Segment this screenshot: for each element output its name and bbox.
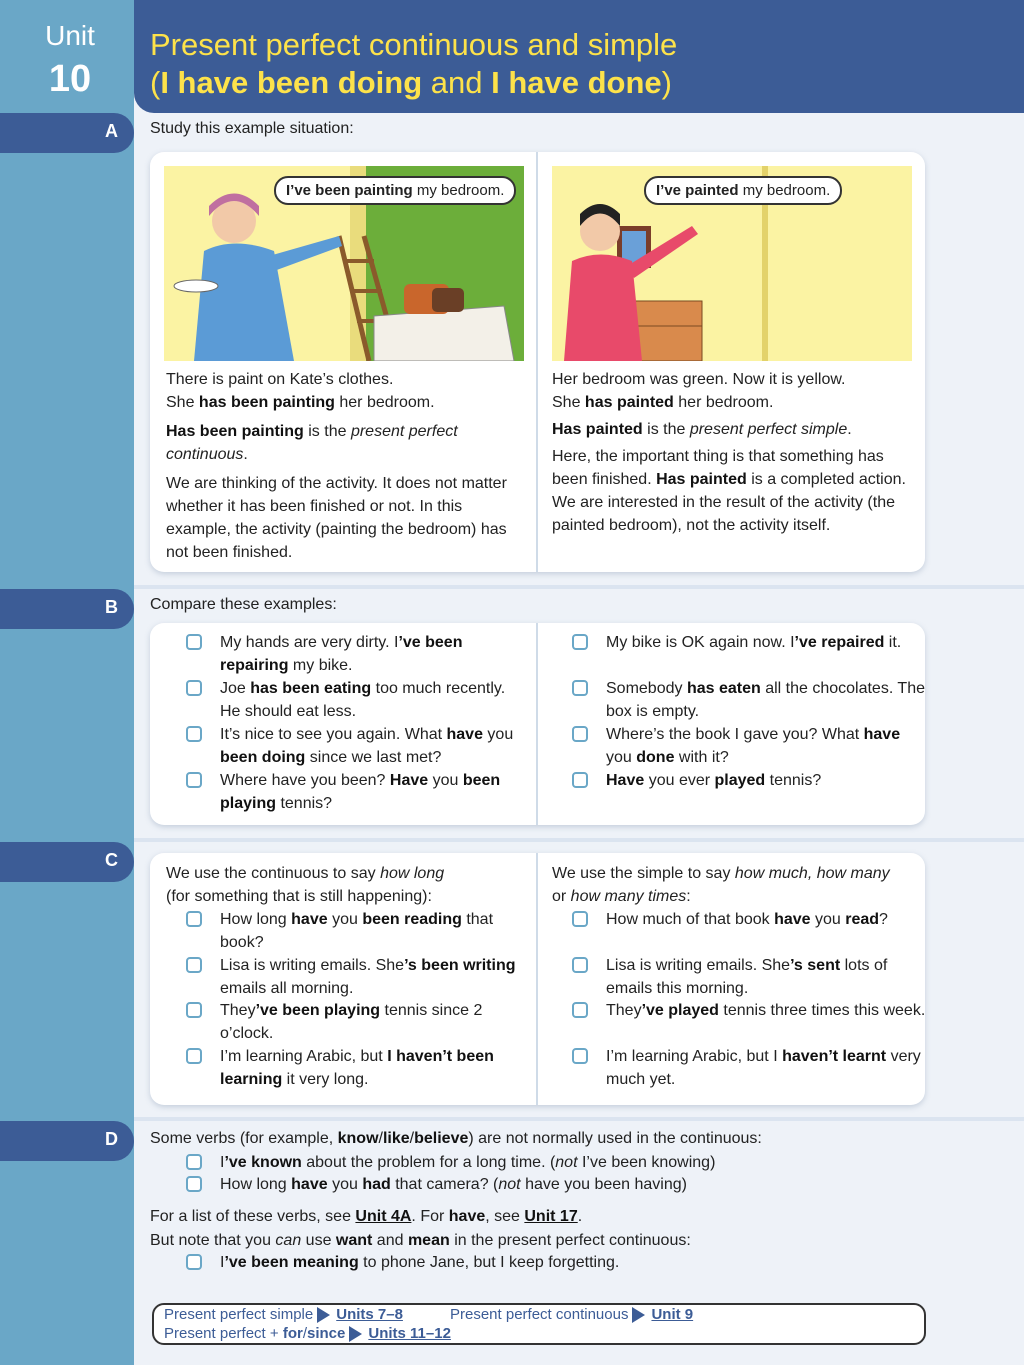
bullet-icon bbox=[186, 1048, 202, 1064]
card-divider bbox=[536, 853, 538, 1105]
cross-reference-box bbox=[152, 1303, 926, 1345]
bullet-icon bbox=[572, 911, 588, 927]
link-unit-4a[interactable]: Unit 4A bbox=[355, 1208, 412, 1225]
bullet-icon bbox=[186, 680, 202, 696]
arrow-right-icon bbox=[317, 1307, 330, 1323]
list-item: How long have you had that camera? (not have you been having) bbox=[186, 1173, 980, 1196]
link-units-11-12[interactable]: Units 11–12 bbox=[368, 1325, 451, 1342]
bullet-icon bbox=[186, 726, 202, 742]
list-item: Lisa is writing emails. She’s sent lots of emails this morning. bbox=[572, 954, 926, 1000]
list-item: I’m learning Arabic, but I haven’t been learning it very long. bbox=[186, 1045, 524, 1091]
section-d-intro: Some verbs (for example, know/like/believe) are not normally used in the continuous: bbox=[150, 1130, 762, 1147]
section-divider bbox=[134, 1117, 1024, 1121]
list-item: It’s nice to see you again. What have you been doing since we last met? bbox=[186, 723, 524, 769]
unit-word: Unit bbox=[45, 20, 95, 51]
bullet-icon bbox=[186, 1002, 202, 1018]
bullet-icon bbox=[572, 957, 588, 973]
list-item: How long have you been reading that book? bbox=[186, 908, 524, 954]
section-label-d: D bbox=[0, 1121, 134, 1161]
bullet-icon bbox=[186, 1176, 202, 1192]
want-mean-note: But note that you can use want and mean in the present perfect continuous: bbox=[150, 1232, 691, 1249]
arrow-right-icon bbox=[632, 1307, 645, 1323]
card-divider bbox=[536, 152, 538, 572]
link-unit-17[interactable]: Unit 17 bbox=[524, 1208, 578, 1225]
kate-description: There is paint on Kate’s clothes. She has been painting her bedroom. Has been painting is the present perfect continuous. We are thinking of the activity. It does not matter whether it has been finished or not. In this example, the activity (painting the bedroom) has not been finished. bbox=[166, 371, 507, 561]
bedroom-description: Her bedroom was green. Now it is yellow. She has painted her bedroom. Has painted is the present perfect simple. Here, the important thing is that something has been finished. Has painted is a completed action. We are interested in the result of the activity (the painted bedroom), not the activity itself. bbox=[552, 371, 906, 534]
page-title bbox=[150, 26, 677, 102]
list-item: They’ve been playing tennis since 2 o’clock. bbox=[186, 999, 524, 1045]
unit-number: 10 bbox=[48, 58, 92, 100]
section-label-b: B bbox=[0, 589, 134, 629]
list-item: My hands are very dirty. I’ve been repairing my bike. bbox=[186, 631, 524, 677]
list-item: Have you ever played tennis? bbox=[572, 769, 926, 792]
arrow-right-icon bbox=[349, 1326, 362, 1342]
kate-painting-illustration bbox=[164, 166, 524, 361]
ref-present-perfect-simple: Present perfect simple Units 7–8 bbox=[164, 1306, 403, 1323]
list-item: Lisa is writing emails. She’s been writing emails all morning. bbox=[186, 954, 524, 1000]
section-b-card bbox=[150, 623, 925, 825]
continuous-intro: We use the continuous to say how long (for something that is still happening): bbox=[166, 865, 445, 905]
list-item: I’ve been meaning to phone Jane, but I keep forgetting. bbox=[186, 1251, 980, 1274]
bullet-icon bbox=[186, 1154, 202, 1170]
bullet-icon bbox=[572, 1048, 588, 1064]
bedroom-painted-illustration bbox=[552, 166, 912, 361]
section-c-card bbox=[150, 853, 925, 1105]
list-item: Where have you been? Have you been playing tennis? bbox=[186, 769, 524, 815]
link-units-7-8[interactable]: Units 7–8 bbox=[336, 1306, 403, 1323]
link-unit-9[interactable]: Unit 9 bbox=[651, 1306, 694, 1323]
list-item: My bike is OK again now. I’ve repaired it. bbox=[572, 631, 926, 654]
bullet-icon bbox=[186, 911, 202, 927]
list-item: They’ve played tennis three times this week. bbox=[572, 999, 926, 1022]
section-label-c: C bbox=[0, 842, 134, 882]
bullet-icon bbox=[186, 634, 202, 650]
section-a-intro: Study this example situation: bbox=[150, 120, 354, 137]
list-item: I’m learning Arabic, but I haven’t learnt very much yet. bbox=[572, 1045, 926, 1091]
list-item: Somebody has eaten all the chocolates. The box is empty. bbox=[572, 677, 926, 723]
speech-bubble-right: I’ve painted my bedroom. bbox=[644, 176, 842, 205]
bullet-icon bbox=[186, 1254, 202, 1270]
bullet-icon bbox=[572, 772, 588, 788]
bullet-icon bbox=[572, 680, 588, 696]
section-b-intro: Compare these examples: bbox=[150, 596, 337, 613]
list-item: Where’s the book I gave you? What have you done with it? bbox=[572, 723, 926, 769]
section-divider bbox=[134, 838, 1024, 842]
bullet-icon bbox=[572, 1002, 588, 1018]
bullet-icon bbox=[572, 726, 588, 742]
ref-for-since: Present perfect + for/since Units 11–12 bbox=[164, 1325, 451, 1342]
bullet-icon bbox=[186, 957, 202, 973]
section-divider bbox=[134, 585, 1024, 589]
title-line-2: (I have been doing and I have done) bbox=[150, 65, 672, 100]
speech-bubble-left: I’ve been painting my bedroom. bbox=[274, 176, 516, 205]
list-item: How much of that book have you read? bbox=[572, 908, 926, 931]
verb-list-reference: For a list of these verbs, see Unit 4A. For have, see Unit 17. bbox=[150, 1208, 583, 1225]
title-line-1: Present perfect continuous and simple bbox=[150, 27, 678, 62]
list-item: I’ve known about the problem for a long time. (not I’ve been knowing) bbox=[186, 1151, 980, 1174]
simple-intro: We use the simple to say how much, how many or how many times: bbox=[552, 865, 890, 905]
section-a-card bbox=[150, 152, 925, 572]
bullet-icon bbox=[572, 634, 588, 650]
card-divider bbox=[536, 623, 538, 825]
section-label-a: A bbox=[0, 113, 134, 153]
ref-present-perfect-continuous: Present perfect continuous Unit 9 bbox=[450, 1306, 694, 1323]
list-item: Joe has been eating too much recently. He should eat less. bbox=[186, 677, 524, 723]
bullet-icon bbox=[186, 772, 202, 788]
